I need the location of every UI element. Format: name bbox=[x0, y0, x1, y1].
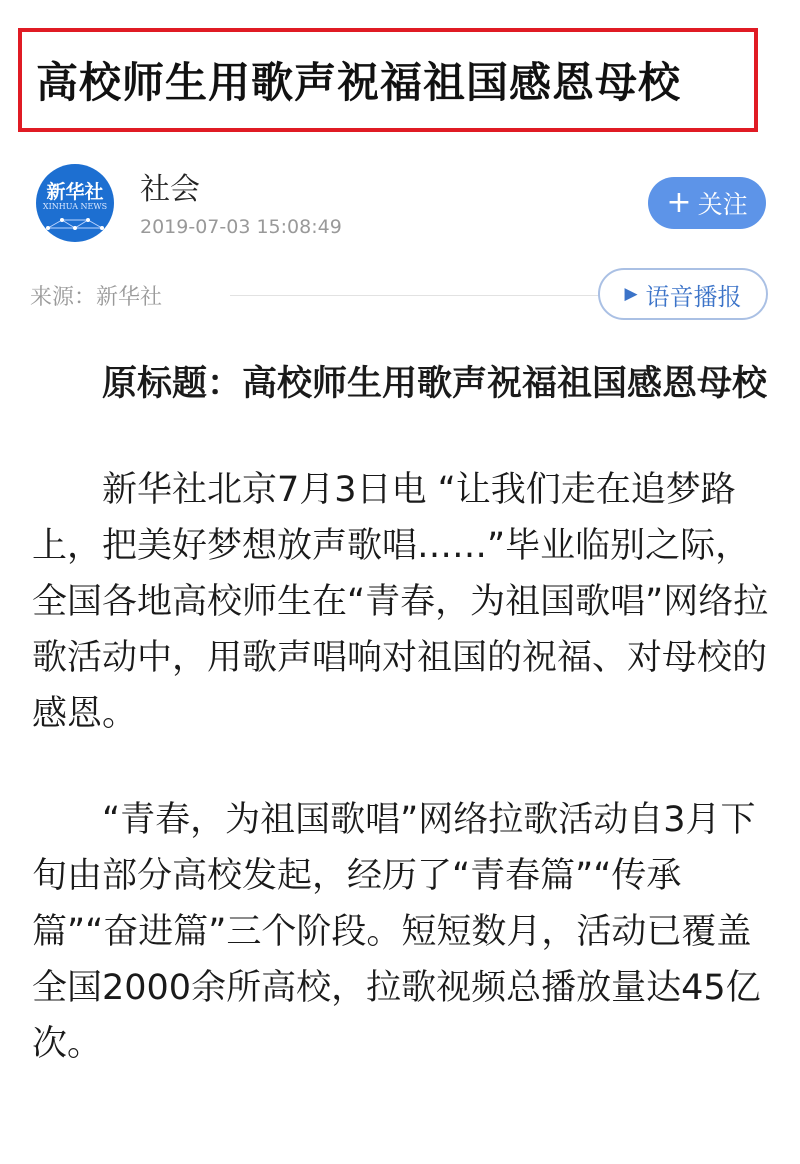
voice-broadcast-label: 语音播报 bbox=[645, 282, 742, 311]
voice-broadcast-button[interactable] bbox=[598, 268, 768, 320]
source-text: 来源：新华社 bbox=[30, 285, 163, 310]
author-row bbox=[36, 160, 766, 244]
avatar[interactable] bbox=[36, 164, 114, 242]
article-body bbox=[32, 356, 772, 1072]
follow-button[interactable] bbox=[648, 177, 766, 229]
headline-box bbox=[18, 28, 758, 132]
avatar-logo-subtext: XINHUA NEWS bbox=[42, 202, 108, 211]
avatar-logo-text: 新华社 bbox=[46, 181, 104, 203]
divider bbox=[230, 295, 600, 296]
follow-label: 关注 bbox=[697, 190, 748, 219]
post-timestamp: 2019-07-03 15:08:49 bbox=[140, 216, 342, 238]
article-paragraph: “青春，为祖国歌唱”网络拉歌活动自3月下旬由部分高校发起，经历了“青春篇”“传承篇”“奋进篇”三个阶段。短短数月，活动已覆盖全国2000余所高校，拉歌视频总播放量达45亿次。 bbox=[32, 800, 761, 1064]
original-title: 原标题：高校师生用歌声祝福祖国感恩母校 bbox=[102, 364, 768, 404]
author-name[interactable]: 社会 bbox=[140, 172, 200, 207]
source-row bbox=[30, 268, 770, 324]
article-paragraph: 新华社北京7月3日电 “让我们走在追梦路上，把美好梦想放声歌唱……”毕业临别之际，全国各地高校师生在“青春，为祖国歌唱”网络拉歌活动中，用歌声唱响对祖国的祝福、对母校的感恩。 bbox=[32, 470, 769, 734]
headline: 高校师生用歌声祝福祖国感恩母校 bbox=[36, 58, 682, 107]
plus-icon: + bbox=[666, 185, 692, 220]
network-icon bbox=[44, 214, 106, 236]
play-icon: ▶ bbox=[624, 284, 638, 304]
